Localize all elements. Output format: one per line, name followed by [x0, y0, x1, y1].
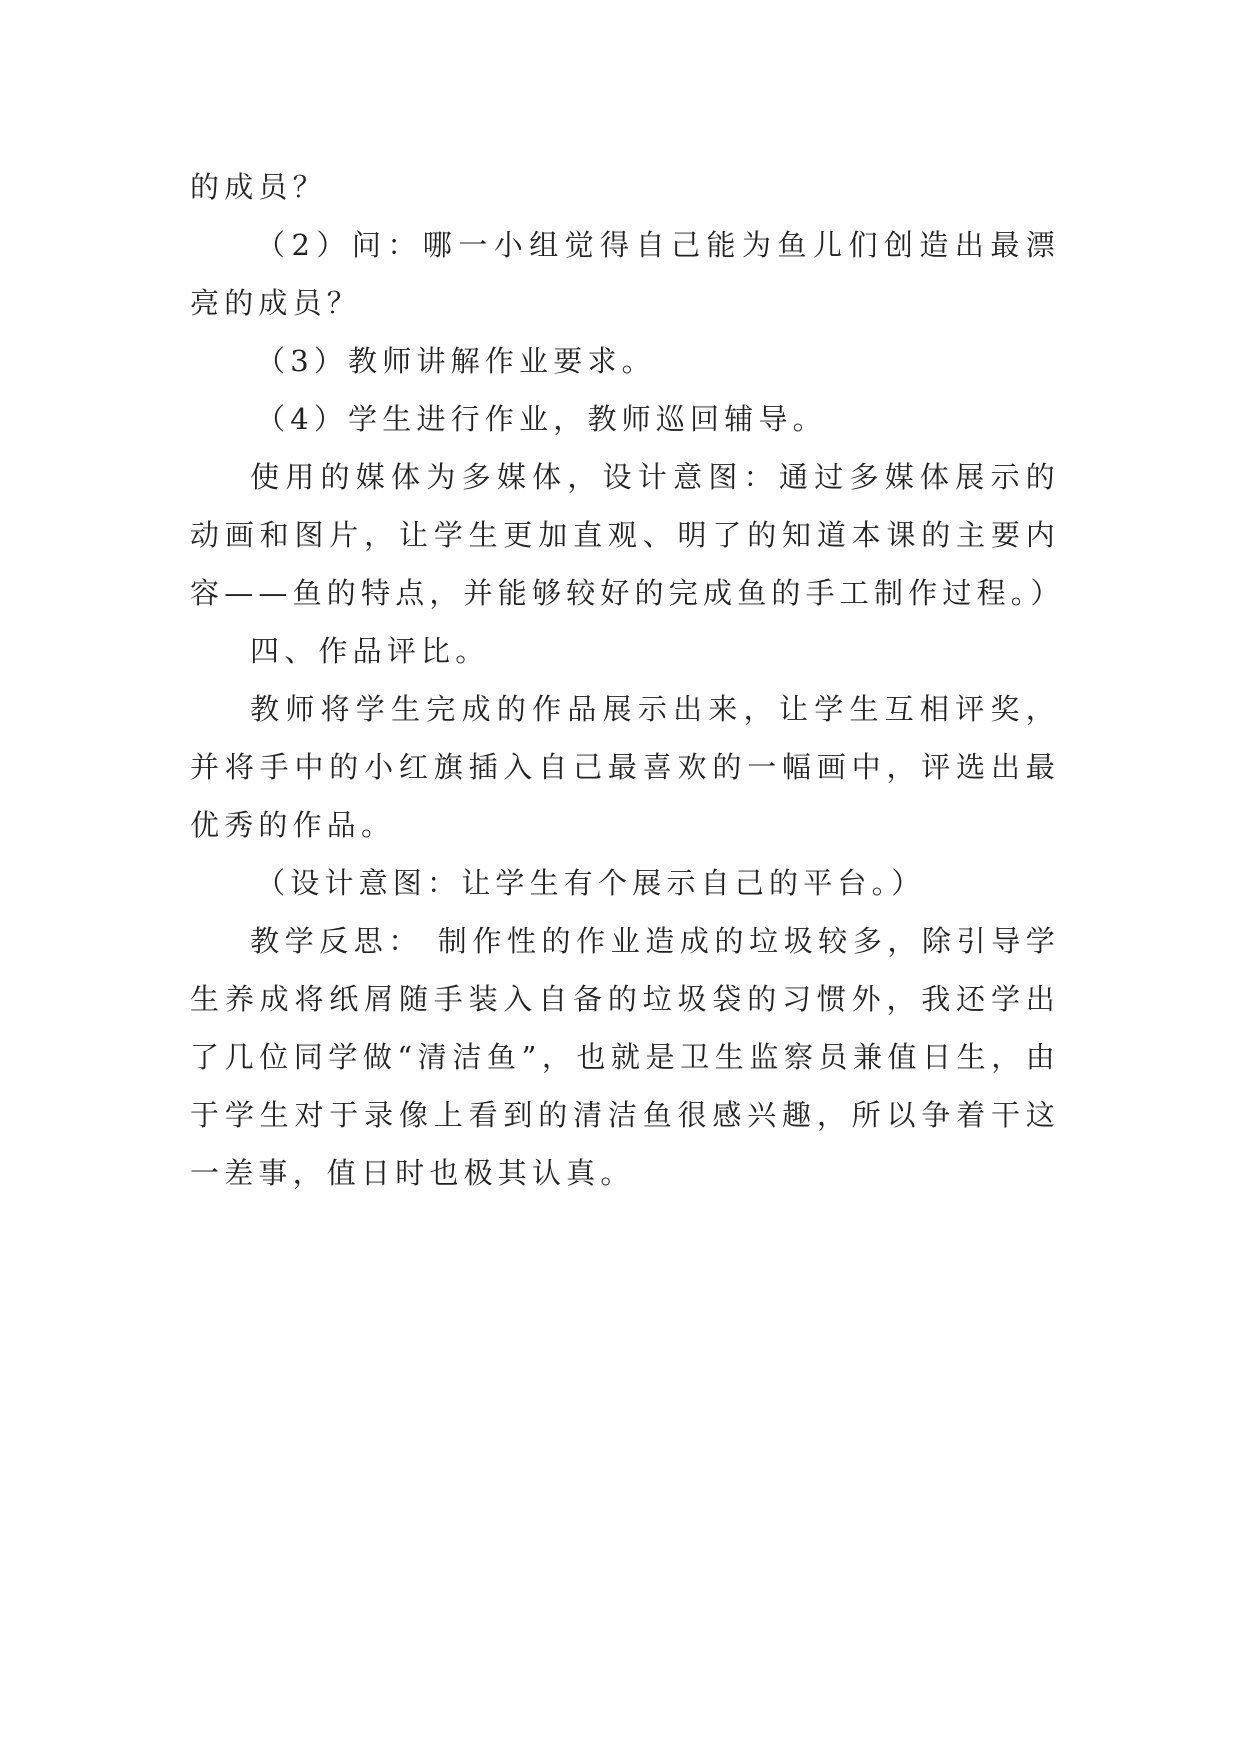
paragraph-continuation: 的成员？	[190, 170, 327, 204]
paragraph-design-intent: （设计意图：让学生有个展示自己的平台。）	[256, 866, 926, 900]
paragraph-step-3: （3）教师讲解作业要求。	[256, 344, 656, 378]
section-heading-evaluation: 四、作品评比。	[250, 634, 490, 668]
paragraph-reflection: 教学反思： 制作性的作业造成的垃圾较多，除引导学生养成将纸屑随手装入自备的垃圾袋的习惯外，我还学出了几位同学做“清洁鱼”，也就是卫生监察员兼值日生，由于学生对于录像上看到的清洁鱼很感兴趣，所以争着干这一差事，值日时也极其认真。	[190, 924, 1060, 1190]
paragraph-step-4: （4）学生进行作业，教师巡回辅导。	[256, 402, 827, 436]
paragraph-evaluation: 教师将学生完成的作品展示出来，让学生互相评奖，并将手中的小红旗插入自己最喜欢的一幅画中，评选出最优秀的作品。	[190, 692, 1060, 842]
paragraph-step-2: （2）问：哪一小组觉得自己能为鱼儿们创造出最漂亮的成员？	[190, 228, 1060, 320]
paragraph-media-design: 使用的媒体为多媒体，设计意图：通过多媒体展示的动画和图片，让学生更加直观、明了的知道本课的主要内容——鱼的特点，并能够较好的完成鱼的手工制作过程。）	[190, 460, 1065, 610]
document-page	[190, 158, 1065, 1202]
